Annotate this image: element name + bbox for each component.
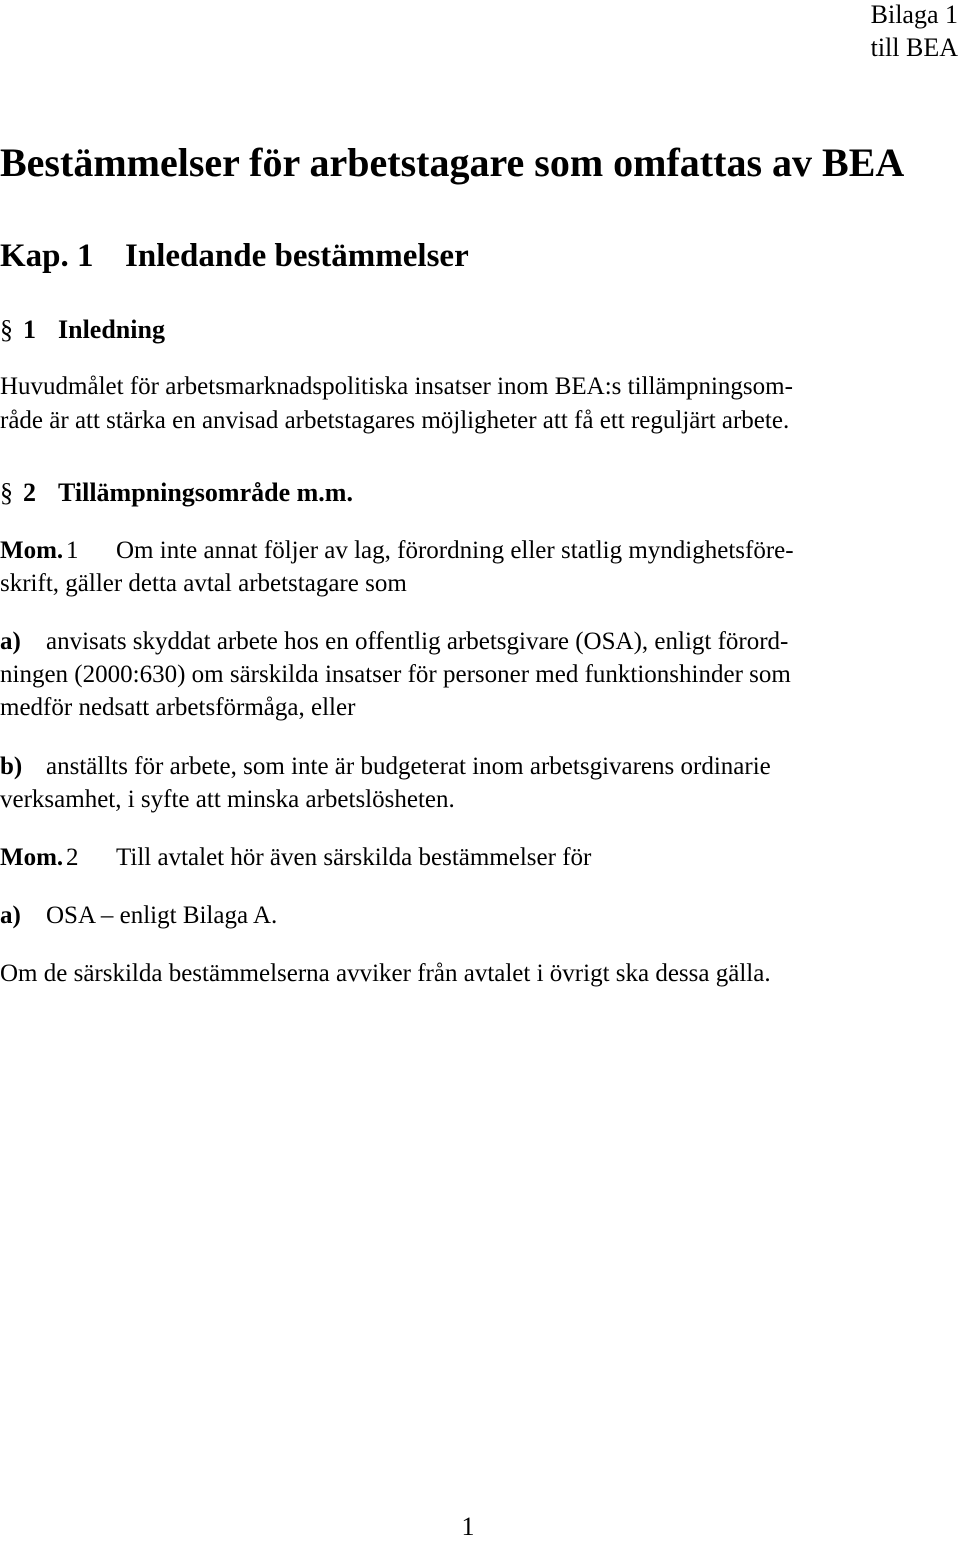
mom-2-line [0, 842, 591, 874]
item-text: anställts för arbete, som inte är budgeterat inom arbetsgivarens ordinarie [46, 753, 771, 780]
section-2-heading [0, 477, 353, 509]
mom-number: 2 [66, 844, 79, 871]
chapter-title: Inledande bestämmelser [125, 238, 469, 274]
attachment-reference: till BEA [870, 33, 958, 62]
document-title: Bestämmelser för arbetstagare som omfattas av BEA [0, 140, 905, 185]
section-number: 2 [23, 478, 36, 507]
item-a-line-2: ningen (2000:630) om särskilda insatser för personer med funktionshinder som [0, 661, 791, 688]
item-a-line-1 [0, 626, 788, 658]
section-symbol: § [0, 478, 13, 507]
mom-1-line-1 [0, 535, 794, 567]
mom-label: Mom. [0, 844, 64, 871]
section-1-text-line-2: råde är att stärka en anvisad arbetstagares möjligheter att få ett reguljärt arbete. [0, 407, 790, 434]
item-b-line-1 [0, 751, 771, 783]
item-label: a) [0, 628, 21, 655]
item-a-osa-line [0, 900, 277, 932]
section-number: 1 [23, 315, 36, 344]
closing-paragraph: Om de särskilda bestämmelserna avviker från avtalet i övrigt ska dessa gälla. [0, 960, 771, 987]
section-title: Tillämpningsområde m.m. [58, 478, 353, 507]
attachment-label: Bilaga 1 [870, 0, 958, 29]
section-symbol: § [0, 315, 13, 344]
mom-number: 1 [66, 537, 79, 564]
mom-label: Mom. [0, 537, 64, 564]
section-1-text-line-1: Huvudmålet för arbetsmarknadspolitiska insatser inom BEA:s tillämpningsom- [0, 373, 793, 400]
item-text: OSA – enligt Bilaga A. [46, 902, 278, 929]
mom-text: Till avtalet hör även särskilda bestämmelser för [116, 844, 592, 871]
chapter-heading [0, 236, 469, 276]
item-text: anvisats skyddat arbete hos en offentlig arbetsgivare (OSA), enligt förord- [46, 628, 789, 655]
chapter-number: Kap. 1 [0, 238, 94, 274]
page-number: 1 [461, 1512, 475, 1541]
item-b-line-2: verksamhet, i syfte att minska arbetslösheten. [0, 786, 455, 813]
item-a-line-3: medför nedsatt arbetsförmåga, eller [0, 694, 356, 721]
mom-1-line-2: skrift, gäller detta avtal arbetstagare som [0, 570, 407, 597]
item-label: b) [0, 753, 23, 780]
mom-text: Om inte annat följer av lag, förordning eller statlig myndighetsföre- [116, 537, 794, 564]
section-title: Inledning [58, 315, 165, 344]
item-label: a) [0, 902, 21, 929]
section-1-heading [0, 314, 165, 346]
